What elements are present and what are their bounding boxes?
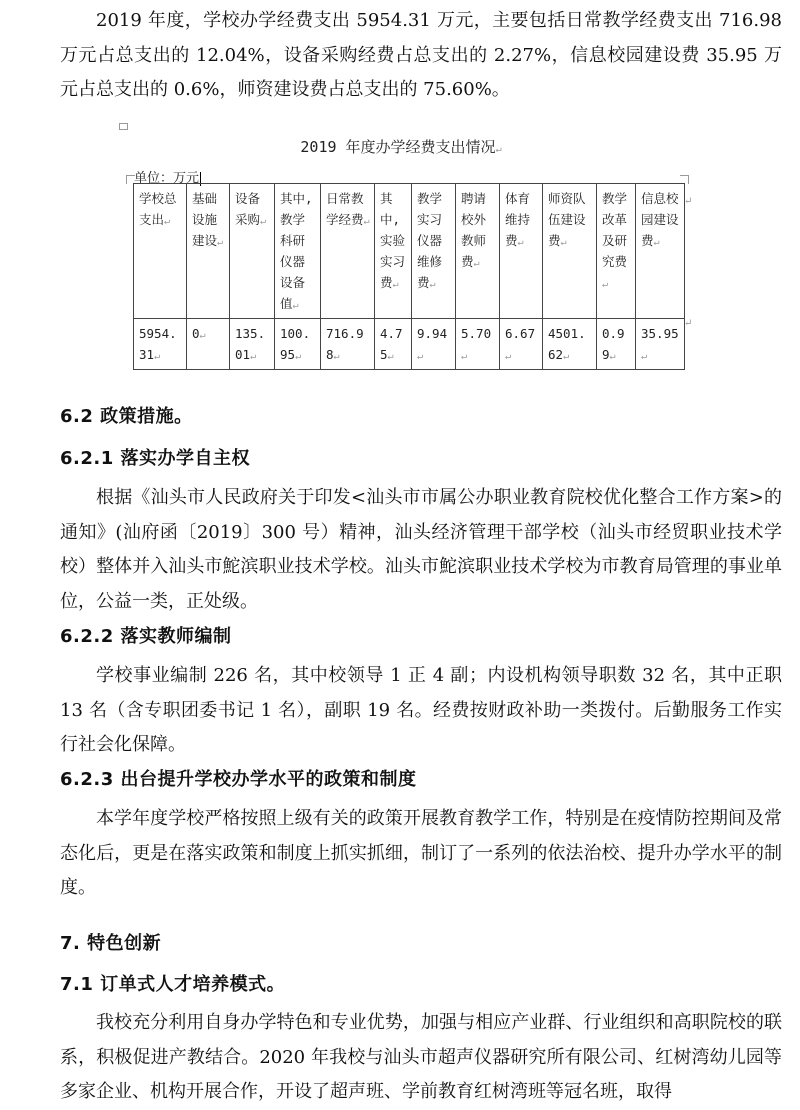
header-cell: 设备采购↵ bbox=[230, 184, 275, 319]
expenditure-table bbox=[133, 183, 685, 370]
table-title: 2019 年度办学经费支出情况↵ bbox=[300, 138, 502, 156]
value-cell: 4.75↵ bbox=[375, 319, 412, 370]
value-cell: 5954.31↵ bbox=[134, 319, 187, 370]
value-cell: 0.99↵ bbox=[597, 319, 636, 370]
header-cell: 学校总支出↵ bbox=[134, 184, 187, 319]
header-cell: 体育维持费↵ bbox=[500, 184, 543, 319]
header-cell: 基础设施建设↵ bbox=[187, 184, 230, 319]
heading-7: 7. 特色创新 bbox=[60, 933, 162, 954]
table-header-row bbox=[134, 184, 685, 319]
value-cell: 6.67↵ bbox=[500, 319, 543, 370]
header-cell: 聘请校外教师费↵ bbox=[456, 184, 500, 319]
heading-6-2-2: 6.2.2 落实教师编制 bbox=[60, 626, 232, 647]
table-corner-mark bbox=[680, 175, 689, 184]
header-cell: 日常教学经费↵ bbox=[321, 184, 375, 319]
paragraph-expenditure-summary: 2019 年度，学校办学经费支出 5954.31 万元，主要包括日常教学经费支出 716.98 万元占总支出的 12.04%，设备采购经费占总支出的 2.27%，信息校园建设费 35.95 万元占总支出的 0.6%，师资建设费占总支出的 75.60%。 bbox=[60, 10, 782, 100]
header-cell: 其中,实验实习费↵ bbox=[375, 184, 412, 319]
table-unit: 单位：万元 bbox=[134, 171, 200, 186]
value-cell: 5.70↵ bbox=[456, 319, 500, 370]
header-cell: 教学实习仪器维修费↵ bbox=[412, 184, 456, 319]
heading-7-1: 7.1 订单式人才培养模式。 bbox=[60, 974, 286, 995]
heading-6-2-1: 6.2.1 落实办学自主权 bbox=[60, 448, 251, 469]
paragraph-6-2-3: 本学年度学校严格按照上级有关的政策开展教育教学工作，特别是在疫情防控期间及常态化后，更是在落实政策和制度上抓实抓细，制订了一系列的依法治校、提升办学水平的制度。 bbox=[60, 808, 782, 898]
value-cell: 9.94↵ bbox=[412, 319, 456, 370]
value-cell: 4501.62↵ bbox=[543, 319, 597, 370]
heading-6-2: 6.2 政策措施。 bbox=[60, 406, 193, 427]
value-cell: 0↵ bbox=[187, 319, 230, 370]
heading-6-2-3: 6.2.3 出台提升学校办学水平的政策和制度 bbox=[60, 769, 417, 790]
row-end-mark: ↵ bbox=[684, 196, 693, 207]
header-cell: 信息校园建设费↵ bbox=[636, 184, 685, 319]
table-value-row bbox=[134, 319, 685, 370]
header-cell: 教学改革及研究费↵ bbox=[597, 184, 636, 319]
table-corner-mark bbox=[126, 175, 135, 184]
row-end-mark: ↵ bbox=[684, 318, 693, 329]
paragraph-6-2-1: 根据《汕头市人民政府关于印发<汕头市市属公办职业教育院校优化整合工作方案>的通知》(汕府函〔2019〕300 号）精神，汕头经济管理干部学校（汕头市经贸职业技术学校）整体并入汕头市鮀滨职业技术学校。汕头市鮀滨职业技术学校为市教育局管理的事业单位，公益一类，正处级。 bbox=[60, 487, 782, 612]
paragraph-6-2-2: 学校事业编制 226 名，其中校领导 1 正 4 副；内设机构领导职数 32 名，其中正职 13 名（含专职团委书记 1 名），副职 19 名。经费按财政补助一类拨付。后勤服务工作实行社会化保障。 bbox=[60, 665, 782, 755]
header-cell: 师资队伍建设费↵ bbox=[543, 184, 597, 319]
table-anchor-icon bbox=[119, 123, 128, 130]
header-cell: 其中,教学科研仪器设备值↵ bbox=[275, 184, 321, 319]
value-cell: 100.95↵ bbox=[275, 319, 321, 370]
value-cell: 716.98↵ bbox=[321, 319, 375, 370]
value-cell: 135.01↵ bbox=[230, 319, 275, 370]
value-cell: 35.95↵ bbox=[636, 319, 685, 370]
paragraph-7-1: 我校充分利用自身办学特色和专业优势，加强与相应产业群、行业组织和高职院校的联系，积极促进产教结合。2020 年我校与汕头市超声仪器研究所有限公司、红树湾幼儿园等多家企业、机构开展合作，开设了超声班、学前教育红树湾班等冠名班，取得 bbox=[60, 1012, 782, 1102]
